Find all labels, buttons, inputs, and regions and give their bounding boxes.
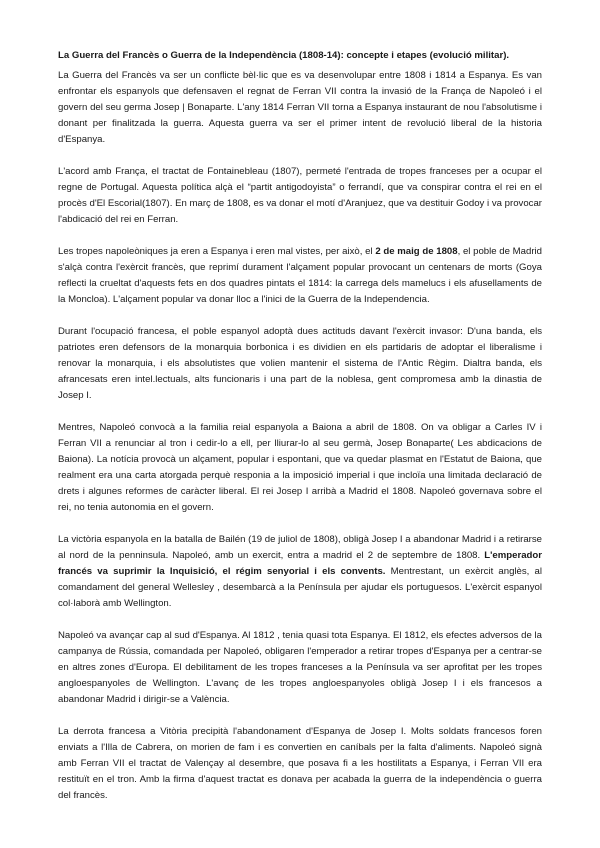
paragraph-p3: [58, 244, 542, 308]
paragraph-text: La victòria espanyola en la batalla de Bailén (19 de juliol de 1808), obligà Josep I a abandonar Madrid i a retirarse al nord de la penninsula. Napoleó, amb un exercit, entra a madrid el 2 de septembre de 1808.: [58, 534, 542, 561]
bold-text: L'emperador francés va suprimir la Inquisició, el régim senyorial i els convents.: [58, 550, 542, 577]
paragraph-text: Mentres, Napoleó convocà a la familia reial espanyola a Baiona a abril de 1808. On va obligar a Carles IV i Ferran VII a renunciar al tron i cedir-lo a ell, per lliurar-lo al seu germà, Josep Bonaparte( Les abdicacions de Baiona). La notícia provocà un alçament, popular i espontani, que va quedar plasmat en l'Estatut de Baiona, que realment era una carta atorgada perquè responia a la imposició imperial i que incloïa una limitada declaració de drets i algunes reformes de caràcter liberal. El rei Josep I arribà a Madrid el 1808. Napoleó governava sobre el rei, no tenia autonomia en el govern.: [58, 422, 542, 513]
bold-text: 2 de maig de 1808: [375, 246, 458, 257]
paragraph-text: Napoleó va avançar cap al sud d'Espanya. Al 1812 , tenia quasi tota Espanya. El 1812, els efectes adversos de la campanya de Rússia, comandada per Napoleó, obligaren l'emperador a retirar tropes d'Espanya per a centrar-se en altres zones d'Europa. El debilitament de les tropes franceses a la Península va ser aprofitat per les tropes angloespanyoles de Wellington. L'avanç de les tropes angloespanyoles obligà Josep I i els francesos a abandonar Madrid i dirigir-se a València.: [58, 630, 542, 705]
paragraph-text: La Guerra del Francès va ser un conflicte bèl·lic que es va desenvolupar entre 1808 i 1814 a Espanya. Es van enfrontar els espanyols que defensaven el regnat de Ferran VII contra la invasió de la França de Napoleó i el govern del seu germa Josep | Bonaparte. L'any 1814 Ferran VII torna a Espanya instaurant de nou l'absolutisme i donant per finalitzada la guerra. Aquesta guerra va ser el primer intent de revolució liberal de la historia d'Espanya.: [58, 70, 542, 145]
paragraph-p5: [58, 420, 542, 516]
paragraph-text: Durant l'ocupació francesa, el poble espanyol adoptà dues actituds davant l'exèrcit invasor: D'una banda, els patriotes eren defensors de la monarquia borbonica i es dividien en els partidaris de adoptar el liberalisme i renovar la monarquia, i els absolutistes que volien mantenir el sistema de l'Antic Règim. Dialtra banda, els afrancesats eren intel.lectuals, alts funcionaris i una part de la noblesa, gent compromesa amb la dinastia de Josep I.: [58, 326, 542, 401]
paragraph-p8: [58, 724, 542, 804]
paragraph-p1: [58, 68, 542, 148]
paragraph-text: Mentrestant, un exèrcit anglès, al comandament del general Wellesley , desembarcà a la Península per ajudar els portuguesos. L'exèrcit espanyol col·laborà amb Wellington.: [58, 566, 542, 609]
paragraph-text: Les tropes napoleòniques ja eren a Espanya i eren mal vistes, per això, el: [58, 246, 376, 257]
paragraph-p2: [58, 164, 542, 228]
paragraph-text: , el poble de Madrid s'alçà contra l'exèrcit francès, que reprimí durament l'alçament popular provocant un centenars de morts (Goya reflecti la crueltat d'aquests fets en dos quadres pintats el 1814: la carrega dels mamelucs i els afusellaments de la Moncloa). L'alçament popular va donar lloc a l'inici de la Guerra de la Independencia.: [58, 246, 543, 305]
document-title: La Guerra del Francès o Guerra de la Independència (1808-14): concepte i etapes (evolució militar).: [58, 50, 510, 61]
paragraph-p7: [58, 628, 542, 708]
paragraph-p6: [58, 532, 542, 612]
paragraph-text: L'acord amb França, el tractat de Fontainebleau (1807), permeté l'entrada de tropes franceses per a ocupar el regne de Portugal. Aquesta política alçà el “partit antigodoyista” o ferrandí, que va conspirar contra el rei en el procès d'El Escorial(1807). En març de 1808, es va donar el motí d'Aranjuez, que va destituir Godoy i va provocar l'abdicació del rei en Ferran.: [58, 166, 542, 225]
paragraph-p4: [58, 324, 542, 404]
paragraph-text: La derrota francesa a Vitòria precipità l'abandonament d'Espanya de Josep I. Molts soldats francesos foren enviats a l'Illa de Cabrera, on morien de fam i es convertien en caníbals per la falta d'aliments. Napoleó signà amb Ferran VII el tractat de Valençay al desembre, que posava fi a les hostilitats a Espanya, i Ferran VII era restituït en el tron. Amb la firma d'aquest tractat es donava per acabada la guerra de la independència o guerra del francès.: [58, 726, 542, 801]
document-body: [58, 68, 542, 804]
